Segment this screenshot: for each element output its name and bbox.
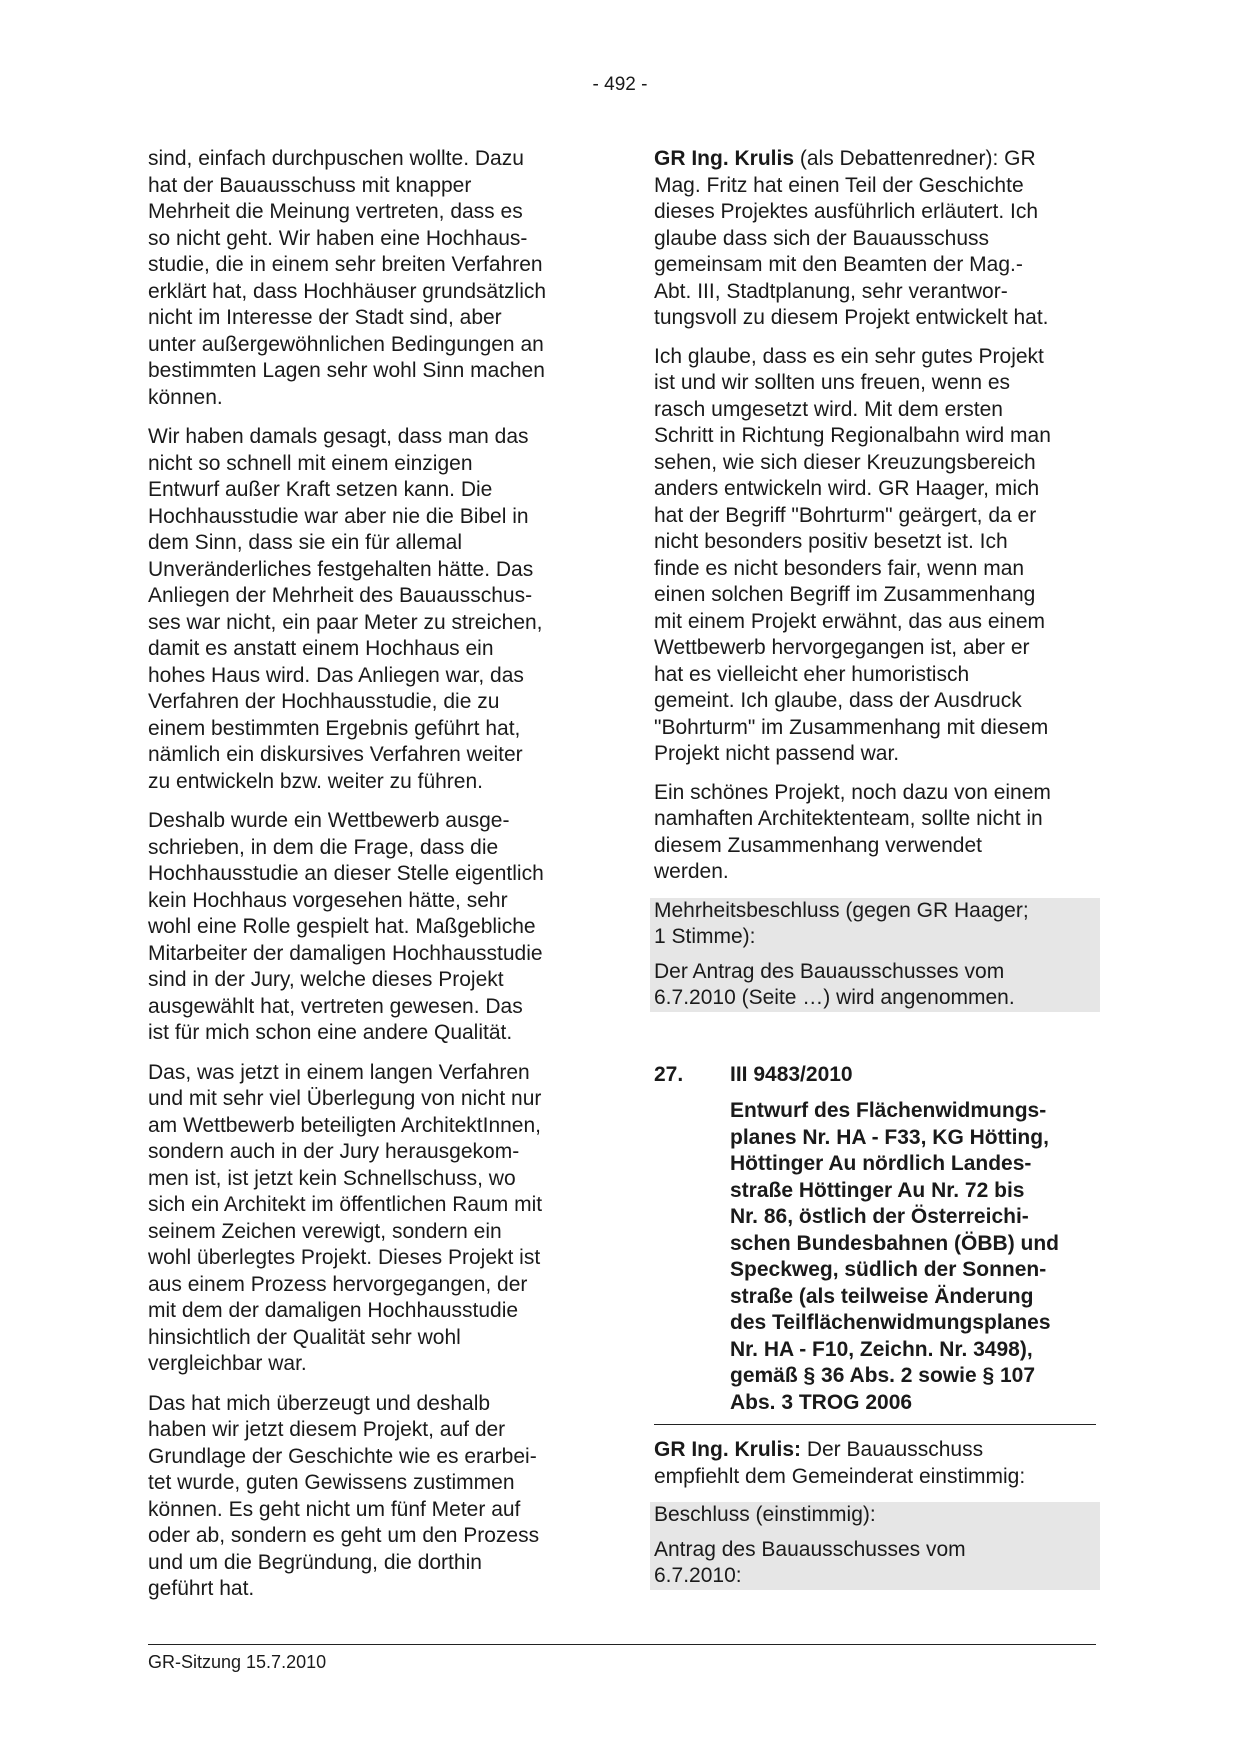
speech-text: Der Bauausschuss empfiehlt dem Gemeinderat einstimmig: bbox=[654, 1438, 1026, 1488]
speaker-name: GR Ing. Krulis bbox=[654, 147, 795, 170]
agenda-item-reference: III 9483/2010 bbox=[730, 1062, 853, 1086]
agenda-item-divider bbox=[654, 1424, 1096, 1425]
right-paragraph-3: Ein schönes Projekt, noch dazu von einem namhaften Architektenteam, sollte nicht in diesem Zusammenhang verwendet werden. bbox=[654, 780, 1051, 883]
resolution-block-1 bbox=[650, 898, 1100, 1012]
resolution-result: Antrag des Bauausschusses vom 6.7.2010: bbox=[654, 1537, 966, 1587]
footer-session-date: GR-Sitzung 15.7.2010 bbox=[148, 1652, 327, 1672]
footer-divider bbox=[148, 1644, 1096, 1645]
speaker-name: GR Ing. Krulis: bbox=[654, 1438, 801, 1461]
resolution-block-2 bbox=[650, 1502, 1100, 1590]
left-paragraph-4: Das, was jetzt in einem langen Verfahren und mit sehr viel Überlegung von nicht nur am Wettbewerb beteiligten ArchitektInnen, sondern auch in der Jury herausgekom- men ist, ist jetzt kein Schnellschuss, wo sich ein Architekt im öffentlichen Raum mit seinem Zeichen verewigt, sondern ein wohl überlegtes Projekt. Dieses Projekt ist aus einem Prozess hervorgegangen, der mit dem der damaligen Hochhausstudie hinsichtlich der Qualität sehr wohl vergleichbar war. bbox=[148, 1060, 543, 1375]
speech-text: (als Debattenredner): GR Mag. Fritz hat einen Teil der Geschichte dieses Projektes ausführlich erläutert. Ich glaube dass sich der Bauausschuss gemeinsam mit den Beamten der Mag.- Abt. III, Stadtplanung, sehr verantwor- tungsvoll zu diesem Projekt entwickelt hat. bbox=[654, 147, 1049, 329]
agenda-item-header bbox=[654, 1062, 1096, 1089]
resolution-decision: Beschluss (einstimmig): bbox=[654, 1503, 876, 1526]
right-column bbox=[654, 146, 1096, 1590]
agenda-item-title: Entwurf des Flächenwidmungs- planes Nr. HA - F33, KG Hötting, Höttinger Au nördlich Landes- straße Höttinger Au Nr. 72 bis Nr. 86, östlich der Österreichi- schen Bundesbahnen (ÖBB) und Speckweg, südlich der Sonnen- straße (als teilweise Änderung des Teilflächenwidmungsplanes Nr. HA - F10, Zeichn. Nr. 3498), gemäß § 36 Abs. 2 sowie § 107 Abs. 3 TROG 2006 bbox=[730, 1099, 1060, 1414]
speech-krulis-report bbox=[654, 1437, 1096, 1490]
page-number: - 492 - bbox=[592, 74, 648, 95]
right-paragraph-2: Ich glaube, dass es ein sehr gutes Projekt ist und wir sollten uns freuen, wenn es rasch umgesetzt wird. Mit dem ersten Schritt in Richtung Regionalbahn wird man sehen, wie sich dieser Kreuzungsbereich anders entwickeln wird. GR Haager, mich hat der Begriff "Bohrturm" geärgert, da er nicht besonders positiv besetzt ist. Ich finde es nicht besonders fair, wenn man einen solchen Begriff im Zusammenhang mit einem Projekt erwähnt, das aus einem Wettbewerb hervorgegangen ist, aber er hat es vielleicht eher humoristisch gemeint. Ich glaube, dass der Ausdruck "Bohrturm" im Zusammenhang mit diesem Projekt nicht passend war. bbox=[654, 344, 1051, 765]
left-column bbox=[148, 146, 585, 1616]
resolution-result: Der Antrag des Bauausschusses vom 6.7.2010 (Seite …) wird angenommen. bbox=[654, 959, 1015, 1009]
agenda-item-number: 27. bbox=[654, 1062, 684, 1086]
left-paragraph-2: Wir haben damals gesagt, dass man das nicht so schnell mit einem einzigen Entwurf außer Kraft setzen kann. Die Hochhausstudie war aber nie die Bibel in dem Sinn, dass sie ein für allemal Unveränderliches festgehalten hätte. Das Anliegen der Mehrheit des Bauausschus- ses war nicht, ein paar Meter zu streichen, damit es anstatt einem Hochhaus ein hohes Haus wird. Das Anliegen war, das Verfahren der Hochhausstudie, die zu einem bestimmten Ergebnis geführt hat, nämlich ein diskursives Verfahren weiter zu entwickeln bzw. weiter zu führen. bbox=[148, 425, 543, 793]
left-paragraph-3: Deshalb wurde ein Wettbewerb ausge- schrieben, in dem die Frage, dass die Hochhausstudie an dieser Stelle eigentlich kein Hochhaus vorgesehen hätte, sehr wohl eine Rolle gespielt hat. Maßgebliche Mitarbeiter der damaligen Hochhausstudie sind in der Jury, welche dieses Projekt ausgewählt hat, vertreten gewesen. Das ist für mich schon eine andere Qualität. bbox=[148, 809, 544, 1044]
left-paragraph-1: sind, einfach durchpuschen wollte. Dazu hat der Bauausschuss mit knapper Mehrheit die Meinung vertreten, dass es so nicht geht. Wir haben eine Hochhaus- studie, die in einem sehr breiten Verfahren erklärt hat, dass Hochhäuser grundsätzlich nicht im Interesse der Stadt sind, aber unter außergewöhnlichen Bedingungen an bestimmten Lagen sehr wohl Sinn machen können. bbox=[148, 147, 547, 409]
left-paragraph-5: Das hat mich überzeugt und deshalb haben wir jetzt diesem Projekt, auf der Grundlage der Geschichte wie es erarbei- tet wurde, guten Gewissens zustimmen können. Es geht nicht um fünf Meter auf oder ab, sondern es geht um den Prozess und um die Begründung, die dorthin geführt hat. bbox=[148, 1391, 540, 1600]
resolution-decision: Mehrheitsbeschluss (gegen GR Haager; 1 Stimme): bbox=[654, 898, 1029, 948]
speech-krulis-debate bbox=[654, 146, 1096, 332]
